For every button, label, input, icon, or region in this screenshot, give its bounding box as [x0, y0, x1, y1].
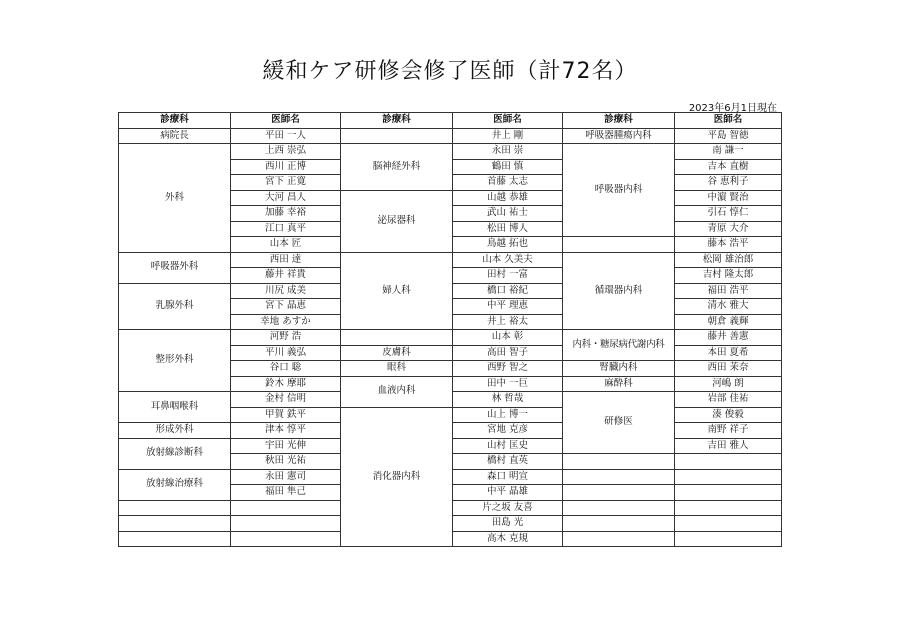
- doctor-cell: 上西 崇弘: [231, 144, 341, 160]
- table-row: [119, 252, 782, 268]
- doctor-cell: 大河 昌人: [231, 190, 341, 206]
- doctor-cell: 森口 明宣: [453, 469, 563, 485]
- dept-cell: 消化器内科: [341, 407, 453, 547]
- doctor-header: 医師名: [453, 113, 563, 129]
- dept-cell: [119, 531, 231, 547]
- doctor-cell: 河野 浩: [231, 330, 341, 346]
- doctor-cell: 山本 匠: [231, 237, 341, 253]
- dept-cell: 循環器内科: [563, 252, 675, 330]
- doctor-cell: 青原 大介: [675, 221, 782, 237]
- doctor-cell: 平島 智徳: [675, 128, 782, 144]
- dept-cell: 麻酔科: [563, 376, 675, 392]
- dept-cell: 呼吸器外科: [119, 252, 231, 283]
- doctor-cell: 吉田 雅人: [675, 438, 782, 454]
- dept-cell: [341, 330, 453, 346]
- doctor-cell: [675, 469, 782, 485]
- dept-cell: 呼吸器腫瘍内科: [563, 128, 675, 144]
- doctor-cell: 田中 一巨: [453, 376, 563, 392]
- dept-cell: 内科・糖尿病代謝内科: [563, 330, 675, 361]
- doctor-cell: [675, 454, 782, 470]
- doctor-cell: 井上 裕太: [453, 314, 563, 330]
- doctor-cell: 宮下 正寛: [231, 175, 341, 191]
- table-row: [119, 330, 782, 346]
- doctor-cell: [675, 531, 782, 547]
- doctor-cell: 吉本 直樹: [675, 159, 782, 175]
- doctor-cell: [231, 516, 341, 532]
- dept-cell: 病院長: [119, 128, 231, 144]
- doctor-cell: 山越 恭雄: [453, 190, 563, 206]
- dept-cell: [119, 500, 231, 516]
- doctor-cell: 高木 克規: [453, 531, 563, 547]
- doctor-cell: 宮下 晶恵: [231, 299, 341, 315]
- doctor-cell: [675, 516, 782, 532]
- doctor-cell: 山本 彰: [453, 330, 563, 346]
- dept-cell: 腎臓内科: [563, 361, 675, 377]
- dept-cell: [563, 531, 675, 547]
- dept-cell: [563, 500, 675, 516]
- dept-cell: 放射線診断科: [119, 438, 231, 469]
- dept-cell: [119, 516, 231, 532]
- doctor-cell: 平田 一人: [231, 128, 341, 144]
- dept-cell: 研修医: [563, 392, 675, 454]
- doctor-cell: 西川 正博: [231, 159, 341, 175]
- doctor-cell: 江口 真平: [231, 221, 341, 237]
- doctor-cell: 津本 惇平: [231, 423, 341, 439]
- dept-cell: 外科: [119, 144, 231, 253]
- doctor-cell: 鳥越 拓也: [453, 237, 563, 253]
- dept-cell: 乳腺外科: [119, 283, 231, 330]
- doctor-cell: 藤本 浩平: [675, 237, 782, 253]
- doctor-cell: 岩部 佳祐: [675, 392, 782, 408]
- doctor-cell: 福田 浩平: [675, 283, 782, 299]
- dept-cell: [341, 128, 453, 144]
- dept-cell: 放射線治療科: [119, 469, 231, 500]
- doctor-cell: 田島 光: [453, 516, 563, 532]
- doctor-cell: 幸地 あすか: [231, 314, 341, 330]
- doctor-cell: 谷口 聡: [231, 361, 341, 377]
- doctor-cell: [675, 500, 782, 516]
- doctor-cell: 山村 匡史: [453, 438, 563, 454]
- doctor-cell: 南 謙一: [675, 144, 782, 160]
- doctor-cell: 鈴木 摩耶: [231, 376, 341, 392]
- doctor-cell: 山上 博一: [453, 407, 563, 423]
- dept-cell: [563, 237, 675, 253]
- doctor-cell: 中濵 賢治: [675, 190, 782, 206]
- doctor-cell: 橋口 裕紀: [453, 283, 563, 299]
- dept-cell: 泌尿器科: [341, 190, 453, 252]
- doctor-cell: [231, 500, 341, 516]
- dept-cell: 整形外科: [119, 330, 231, 392]
- doctor-cell: 福田 隼己: [231, 485, 341, 501]
- doctor-cell: [675, 485, 782, 501]
- doctor-cell: 加藤 幸裕: [231, 206, 341, 222]
- doctor-cell: 首藤 太志: [453, 175, 563, 191]
- doctor-cell: 井上 剛: [453, 128, 563, 144]
- doctor-cell: 中平 理恵: [453, 299, 563, 315]
- dept-cell: [563, 454, 675, 470]
- doctor-cell: 西野 智之: [453, 361, 563, 377]
- doctor-cell: 引石 惇仁: [675, 206, 782, 222]
- doctor-cell: 湊 俊毅: [675, 407, 782, 423]
- dept-cell: 婦人科: [341, 252, 453, 330]
- doctor-cell: 河嶋 朗: [675, 376, 782, 392]
- dept-header: 診療科: [563, 113, 675, 129]
- doctor-cell: 平川 義弘: [231, 345, 341, 361]
- doctor-cell: 鶴田 慎: [453, 159, 563, 175]
- doctor-cell: 南野 祥子: [675, 423, 782, 439]
- doctor-header: 医師名: [675, 113, 782, 129]
- doctor-cell: 金村 信明: [231, 392, 341, 408]
- doctor-cell: 林 哲哉: [453, 392, 563, 408]
- dept-cell: [563, 469, 675, 485]
- doctor-cell: 谷 恵利子: [675, 175, 782, 191]
- doctor-cell: 宇田 光伸: [231, 438, 341, 454]
- header-row: [119, 113, 782, 129]
- doctor-cell: 橋村 直英: [453, 454, 563, 470]
- doctor-cell: 朝倉 義輝: [675, 314, 782, 330]
- doctor-cell: 永田 憲司: [231, 469, 341, 485]
- dept-cell: [563, 485, 675, 501]
- dept-header: 診療科: [341, 113, 453, 129]
- dept-cell: 形成外科: [119, 423, 231, 439]
- doctor-cell: 田村 一富: [453, 268, 563, 284]
- doctor-cell: 清水 雅大: [675, 299, 782, 315]
- doctor-cell: 本田 夏希: [675, 345, 782, 361]
- dept-cell: 脳神経外科: [341, 144, 453, 191]
- dept-cell: 皮膚科: [341, 345, 453, 361]
- doctor-cell: 藤井 祥貴: [231, 268, 341, 284]
- doctor-roster-table: [118, 112, 782, 547]
- doctor-cell: 川尻 成美: [231, 283, 341, 299]
- doctor-cell: 秋田 光祐: [231, 454, 341, 470]
- doctor-cell: 永田 崇: [453, 144, 563, 160]
- doctor-cell: 高田 智子: [453, 345, 563, 361]
- doctor-cell: 松岡 雄治郎: [675, 252, 782, 268]
- dept-cell: 眼科: [341, 361, 453, 377]
- dept-cell: 呼吸器内科: [563, 144, 675, 237]
- as-of-date: 2023年6月1日現在: [688, 103, 777, 114]
- doctor-header: 医師名: [231, 113, 341, 129]
- table-row: [119, 144, 782, 160]
- doctor-cell: 山本 久美夫: [453, 252, 563, 268]
- page-title: 緩和ケア研修会修了医師（計72名）: [262, 59, 638, 84]
- dept-cell: 血液内科: [341, 376, 453, 407]
- table-row: [119, 128, 782, 144]
- doctor-cell: 西田 達: [231, 252, 341, 268]
- doctor-cell: 武山 祐士: [453, 206, 563, 222]
- doctor-cell: 中平 晶雄: [453, 485, 563, 501]
- doctor-cell: 藤井 善憲: [675, 330, 782, 346]
- dept-header: 診療科: [119, 113, 231, 129]
- doctor-cell: 片之坂 友喜: [453, 500, 563, 516]
- dept-cell: [563, 516, 675, 532]
- doctor-cell: [231, 531, 341, 547]
- dept-cell: 耳鼻咽喉科: [119, 392, 231, 423]
- doctor-cell: 宮地 克彦: [453, 423, 563, 439]
- doctor-cell: 甲賀 鉄平: [231, 407, 341, 423]
- doctor-cell: 松田 博人: [453, 221, 563, 237]
- doctor-cell: 西田 茉奈: [675, 361, 782, 377]
- doctor-cell: 吉村 隆太郎: [675, 268, 782, 284]
